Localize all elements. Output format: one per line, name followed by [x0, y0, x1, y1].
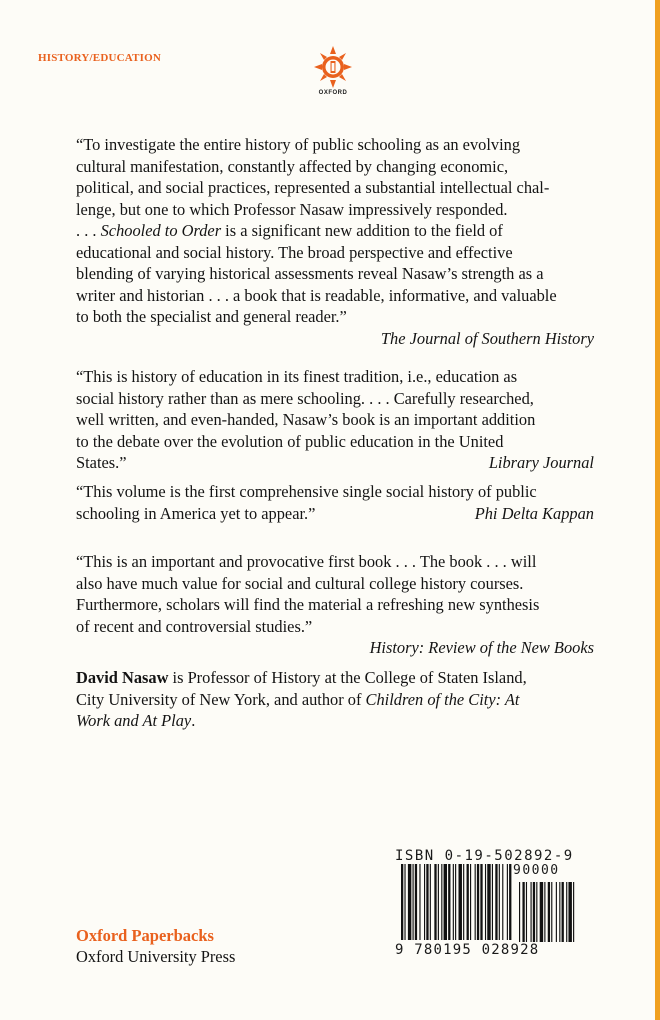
quote-line: educational and social history. The broad perspective and effective	[76, 242, 513, 262]
review-quote-2	[76, 366, 594, 474]
quote-line: “This volume is the first comprehensive single social history of public	[76, 482, 537, 501]
barcode-bar	[438, 864, 439, 940]
barcode-bar	[492, 864, 493, 940]
addon-bar	[536, 882, 537, 942]
barcode-bar	[499, 864, 500, 940]
quote-line: social history rather than as mere schooling. . . . Carefully researched,	[76, 388, 534, 408]
quote-line: to both the specialist and general reader.”	[76, 307, 347, 326]
quote-line: blending of varying historical assessments reveal Nasaw’s strength as a	[76, 264, 544, 283]
quote-line: to the debate over the evolution of public education in the United	[76, 431, 504, 451]
barcode-bar	[507, 864, 508, 940]
book-title: Work and At Play	[76, 711, 192, 730]
barcode-bar	[419, 864, 420, 940]
quote-line: Furthermore, scholars will find the material a refreshing new synthesis	[76, 595, 540, 614]
quote-last-line: States.” Library Journal	[76, 453, 594, 472]
barcode-bar	[467, 864, 469, 940]
quote-line-with-title	[76, 220, 594, 242]
isbn-number: ISBN 0-19-502892-9	[395, 848, 574, 864]
barcode-bar	[430, 864, 431, 940]
addon-bar	[551, 882, 552, 942]
addon-bar	[531, 882, 532, 942]
barcode-bar	[463, 864, 464, 940]
quote-text: is a significant new addition to the field of	[221, 221, 503, 240]
addon-bar	[522, 882, 524, 942]
book-title: Schooled to Order	[100, 221, 222, 240]
quote-source: Phi Delta Kappan	[474, 503, 594, 523]
barcode-bar	[477, 864, 479, 940]
logo-wordmark: OXFORD	[318, 90, 348, 96]
quote-source: The Journal of Southern History	[380, 328, 594, 348]
barcode-bar	[455, 864, 456, 940]
barcode-bar	[502, 864, 503, 940]
author-name: David Nasaw	[76, 668, 169, 687]
isbn-barcode	[395, 848, 595, 968]
quote-text: . . .	[76, 221, 101, 240]
bio-line: City University of New York, and author of Children of the City: At	[76, 689, 520, 709]
barcode-bar	[453, 864, 454, 940]
barcode-bar	[441, 864, 442, 940]
review-quote-4	[76, 551, 594, 659]
imprint-name: Oxford Paperbacks	[76, 926, 214, 945]
quote-line: lenge, but one to which Professor Nasaw impressively responded.	[76, 199, 508, 219]
bio-line: Work and At Play.	[76, 711, 196, 730]
author-bio	[76, 667, 594, 732]
quote-line: “This is an important and provocative first book . . . The book . . . will	[76, 552, 537, 571]
barcode-bar	[485, 864, 486, 940]
review-quote-1	[76, 134, 594, 349]
barcode-bar	[408, 864, 411, 940]
quote-source: History: Review of the New Books	[369, 638, 594, 657]
barcode-bar	[434, 864, 436, 940]
barcode-bar	[495, 864, 497, 940]
quote-line: cultural manifestation, constantly affected by changing economic,	[76, 156, 509, 176]
barcode-bar	[448, 864, 450, 940]
barcode-bar	[459, 864, 462, 940]
barcode-bar	[470, 864, 471, 940]
barcode-bar	[509, 864, 511, 940]
barcode-bar	[487, 864, 490, 940]
quote-line: political, and social practices, represented a substantial intellectual chal-	[76, 178, 550, 197]
addon-bar	[544, 882, 545, 942]
quote-line: “To investigate the entire history of public schooling as an evolving	[76, 135, 521, 154]
barcode-bar	[424, 864, 425, 940]
oxford-sun-icon	[311, 44, 355, 90]
barcode-bar	[475, 864, 476, 940]
addon-bar	[566, 882, 567, 942]
addon-bar	[548, 882, 550, 942]
barcode-bar	[426, 864, 428, 940]
quote-last-line: schooling in America yet to appear.” Phi Delta Kappan	[76, 503, 594, 523]
review-quote-3	[76, 481, 594, 524]
oxford-logo	[311, 44, 355, 100]
category-label: HISTORY/EDUCATION	[38, 52, 162, 64]
barcode-bar	[401, 864, 403, 940]
barcode-bar	[480, 864, 482, 940]
quote-line: writer and historian . . . a book that is readable, informative, and valuable	[76, 285, 557, 305]
addon-bar	[562, 882, 564, 942]
addon-bar	[559, 882, 560, 942]
spine-edge	[655, 0, 660, 1020]
addon-bar	[556, 882, 557, 942]
barcode-graphic	[395, 864, 595, 944]
quote-line: also have much value for social and cultural college history courses.	[76, 573, 524, 593]
barcode-bar	[413, 864, 414, 940]
addon-bar	[540, 882, 543, 942]
ean-number: 9 780195 028928	[395, 942, 540, 958]
quote-line: of recent and controversial studies.”	[76, 616, 313, 636]
book-title: Children of the City: At	[365, 689, 520, 709]
barcode-bar	[415, 864, 417, 940]
addon-bar	[519, 882, 520, 942]
bio-line: David Nasaw is Professor of History at the College of Staten Island,	[76, 668, 527, 687]
addon-bar	[568, 882, 571, 942]
quote-source: Library Journal	[488, 453, 594, 472]
publisher-name: Oxford University Press	[76, 947, 236, 966]
barcode-bar	[444, 864, 447, 940]
quote-line: well written, and even-handed, Nasaw’s book is an important addition	[76, 410, 536, 429]
addon-bar	[526, 882, 527, 942]
barcode-bar	[404, 864, 405, 940]
addon-bar	[533, 882, 535, 942]
quote-line: “This is history of education in its finest tradition, i.e., education as	[76, 367, 518, 386]
addon-bar	[573, 882, 574, 942]
price-addon-number: 90000	[513, 863, 560, 878]
